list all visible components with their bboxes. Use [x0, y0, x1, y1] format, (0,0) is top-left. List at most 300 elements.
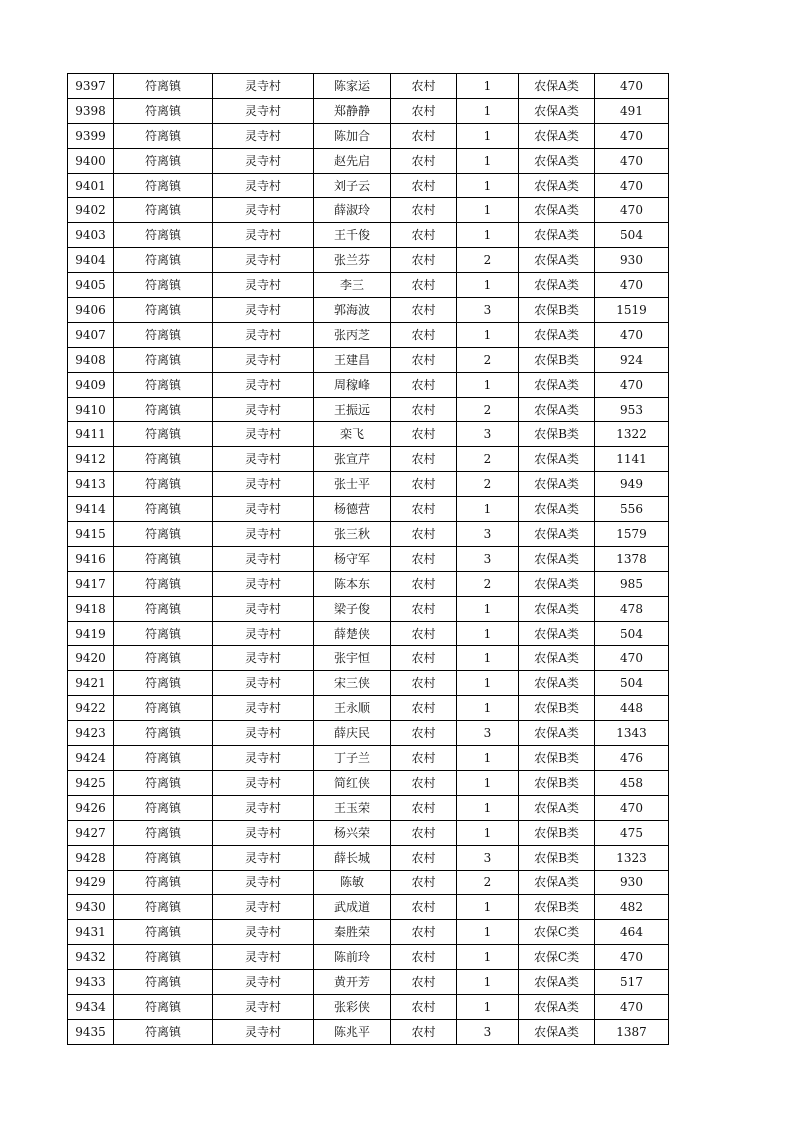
member-count-cell: 1	[457, 497, 519, 522]
village-cell: 灵寺村	[213, 770, 314, 795]
member-count-cell: 1	[457, 671, 519, 696]
village-cell: 灵寺村	[213, 497, 314, 522]
amount-cell: 470	[595, 123, 669, 148]
name-cell: 杨兴荣	[314, 820, 391, 845]
household-type-cell: 农村	[391, 123, 457, 148]
town-cell: 符离镇	[114, 696, 213, 721]
name-cell: 周稼峰	[314, 372, 391, 397]
table-row	[68, 422, 669, 447]
row-number-cell: 9425	[68, 770, 114, 795]
insurance-category-cell: 农保A类	[519, 397, 595, 422]
insurance-category-cell: 农保A类	[519, 1019, 595, 1044]
member-count-cell: 2	[457, 347, 519, 372]
insurance-category-cell: 农保B类	[519, 298, 595, 323]
household-type-cell: 农村	[391, 74, 457, 99]
row-number-cell: 9408	[68, 347, 114, 372]
town-cell: 符离镇	[114, 770, 213, 795]
household-type-cell: 农村	[391, 273, 457, 298]
household-type-cell: 农村	[391, 721, 457, 746]
town-cell: 符离镇	[114, 447, 213, 472]
table-row	[68, 347, 669, 372]
member-count-cell: 1	[457, 820, 519, 845]
insurance-category-cell: 农保A类	[519, 173, 595, 198]
row-number-cell: 9412	[68, 447, 114, 472]
row-number-cell: 9404	[68, 248, 114, 273]
town-cell: 符离镇	[114, 671, 213, 696]
household-type-cell: 农村	[391, 248, 457, 273]
insurance-category-cell: 农保A类	[519, 322, 595, 347]
table-row	[68, 870, 669, 895]
row-number-cell: 9421	[68, 671, 114, 696]
insurance-category-cell: 农保A类	[519, 198, 595, 223]
table-row	[68, 74, 669, 99]
household-type-cell: 农村	[391, 298, 457, 323]
village-cell: 灵寺村	[213, 546, 314, 571]
relief-roster-table	[67, 73, 669, 1045]
village-cell: 灵寺村	[213, 422, 314, 447]
member-count-cell: 1	[457, 223, 519, 248]
town-cell: 符离镇	[114, 646, 213, 671]
table-row	[68, 372, 669, 397]
row-number-cell: 9409	[68, 372, 114, 397]
table-row	[68, 795, 669, 820]
member-count-cell: 3	[457, 721, 519, 746]
amount-cell: 1323	[595, 845, 669, 870]
member-count-cell: 1	[457, 173, 519, 198]
village-cell: 灵寺村	[213, 298, 314, 323]
row-number-cell: 9426	[68, 795, 114, 820]
name-cell: 张兰芬	[314, 248, 391, 273]
insurance-category-cell: 农保A类	[519, 273, 595, 298]
town-cell: 符离镇	[114, 248, 213, 273]
insurance-category-cell: 农保A类	[519, 447, 595, 472]
insurance-category-cell: 农保B类	[519, 820, 595, 845]
row-number-cell: 9420	[68, 646, 114, 671]
insurance-category-cell: 农保B类	[519, 895, 595, 920]
amount-cell: 476	[595, 746, 669, 771]
town-cell: 符离镇	[114, 148, 213, 173]
village-cell: 灵寺村	[213, 870, 314, 895]
amount-cell: 470	[595, 148, 669, 173]
household-type-cell: 农村	[391, 497, 457, 522]
village-cell: 灵寺村	[213, 522, 314, 547]
town-cell: 符离镇	[114, 223, 213, 248]
amount-cell: 470	[595, 74, 669, 99]
village-cell: 灵寺村	[213, 123, 314, 148]
member-count-cell: 1	[457, 372, 519, 397]
household-type-cell: 农村	[391, 223, 457, 248]
name-cell: 杨守军	[314, 546, 391, 571]
household-type-cell: 农村	[391, 98, 457, 123]
insurance-category-cell: 农保B类	[519, 347, 595, 372]
town-cell: 符离镇	[114, 746, 213, 771]
row-number-cell: 9429	[68, 870, 114, 895]
household-type-cell: 农村	[391, 696, 457, 721]
village-cell: 灵寺村	[213, 347, 314, 372]
amount-cell: 470	[595, 273, 669, 298]
amount-cell: 448	[595, 696, 669, 721]
insurance-category-cell: 农保C类	[519, 920, 595, 945]
amount-cell: 1387	[595, 1019, 669, 1044]
village-cell: 灵寺村	[213, 994, 314, 1019]
town-cell: 符离镇	[114, 596, 213, 621]
name-cell: 王千俊	[314, 223, 391, 248]
member-count-cell: 1	[457, 795, 519, 820]
row-number-cell: 9400	[68, 148, 114, 173]
row-number-cell: 9435	[68, 1019, 114, 1044]
amount-cell: 470	[595, 945, 669, 970]
table-row	[68, 123, 669, 148]
name-cell: 张丙芝	[314, 322, 391, 347]
household-type-cell: 农村	[391, 895, 457, 920]
village-cell: 灵寺村	[213, 397, 314, 422]
town-cell: 符离镇	[114, 945, 213, 970]
household-type-cell: 农村	[391, 173, 457, 198]
name-cell: 赵先启	[314, 148, 391, 173]
row-number-cell: 9401	[68, 173, 114, 198]
household-type-cell: 农村	[391, 646, 457, 671]
household-type-cell: 农村	[391, 845, 457, 870]
member-count-cell: 1	[457, 696, 519, 721]
member-count-cell: 1	[457, 945, 519, 970]
name-cell: 张三秋	[314, 522, 391, 547]
amount-cell: 1141	[595, 447, 669, 472]
row-number-cell: 9410	[68, 397, 114, 422]
town-cell: 符离镇	[114, 422, 213, 447]
member-count-cell: 1	[457, 621, 519, 646]
name-cell: 陈家运	[314, 74, 391, 99]
household-type-cell: 农村	[391, 397, 457, 422]
amount-cell: 924	[595, 347, 669, 372]
name-cell: 陈本东	[314, 571, 391, 596]
row-number-cell: 9434	[68, 994, 114, 1019]
amount-cell: 504	[595, 621, 669, 646]
table-row	[68, 472, 669, 497]
insurance-category-cell: 农保B类	[519, 422, 595, 447]
household-type-cell: 农村	[391, 571, 457, 596]
amount-cell: 1519	[595, 298, 669, 323]
member-count-cell: 1	[457, 895, 519, 920]
row-number-cell: 9432	[68, 945, 114, 970]
town-cell: 符离镇	[114, 472, 213, 497]
town-cell: 符离镇	[114, 1019, 213, 1044]
amount-cell: 470	[595, 322, 669, 347]
town-cell: 符离镇	[114, 74, 213, 99]
member-count-cell: 3	[457, 845, 519, 870]
amount-cell: 470	[595, 646, 669, 671]
household-type-cell: 农村	[391, 522, 457, 547]
village-cell: 灵寺村	[213, 571, 314, 596]
village-cell: 灵寺村	[213, 273, 314, 298]
table-row	[68, 223, 669, 248]
amount-cell: 470	[595, 372, 669, 397]
amount-cell: 556	[595, 497, 669, 522]
village-cell: 灵寺村	[213, 621, 314, 646]
amount-cell: 470	[595, 173, 669, 198]
row-number-cell: 9398	[68, 98, 114, 123]
insurance-category-cell: 农保A类	[519, 596, 595, 621]
amount-cell: 517	[595, 970, 669, 995]
member-count-cell: 2	[457, 870, 519, 895]
town-cell: 符离镇	[114, 721, 213, 746]
row-number-cell: 9406	[68, 298, 114, 323]
town-cell: 符离镇	[114, 895, 213, 920]
name-cell: 秦胜荣	[314, 920, 391, 945]
insurance-category-cell: 农保A类	[519, 571, 595, 596]
member-count-cell: 1	[457, 770, 519, 795]
member-count-cell: 1	[457, 596, 519, 621]
insurance-category-cell: 农保A类	[519, 148, 595, 173]
table-row	[68, 920, 669, 945]
table-row	[68, 820, 669, 845]
name-cell: 栾飞	[314, 422, 391, 447]
row-number-cell: 9407	[68, 322, 114, 347]
household-type-cell: 农村	[391, 970, 457, 995]
amount-cell: 1343	[595, 721, 669, 746]
name-cell: 王永顺	[314, 696, 391, 721]
name-cell: 王建昌	[314, 347, 391, 372]
amount-cell: 930	[595, 870, 669, 895]
row-number-cell: 9433	[68, 970, 114, 995]
household-type-cell: 农村	[391, 322, 457, 347]
table-row	[68, 945, 669, 970]
household-type-cell: 农村	[391, 795, 457, 820]
insurance-category-cell: 农保A类	[519, 497, 595, 522]
insurance-category-cell: 农保A类	[519, 98, 595, 123]
town-cell: 符离镇	[114, 571, 213, 596]
village-cell: 灵寺村	[213, 945, 314, 970]
name-cell: 李三	[314, 273, 391, 298]
household-type-cell: 农村	[391, 920, 457, 945]
household-type-cell: 农村	[391, 347, 457, 372]
household-type-cell: 农村	[391, 945, 457, 970]
name-cell: 梁子俊	[314, 596, 391, 621]
name-cell: 张彩侠	[314, 994, 391, 1019]
member-count-cell: 1	[457, 920, 519, 945]
table-row	[68, 522, 669, 547]
insurance-category-cell: 农保A类	[519, 123, 595, 148]
table-body	[68, 74, 669, 1045]
village-cell: 灵寺村	[213, 696, 314, 721]
table-row	[68, 248, 669, 273]
table-row	[68, 173, 669, 198]
insurance-category-cell: 农保B类	[519, 770, 595, 795]
name-cell: 简红侠	[314, 770, 391, 795]
table-row	[68, 1019, 669, 1044]
town-cell: 符离镇	[114, 98, 213, 123]
insurance-category-cell: 农保A类	[519, 372, 595, 397]
household-type-cell: 农村	[391, 546, 457, 571]
amount-cell: 478	[595, 596, 669, 621]
member-count-cell: 1	[457, 123, 519, 148]
table-row	[68, 148, 669, 173]
household-type-cell: 农村	[391, 447, 457, 472]
insurance-category-cell: 农保A类	[519, 646, 595, 671]
village-cell: 灵寺村	[213, 198, 314, 223]
town-cell: 符离镇	[114, 994, 213, 1019]
member-count-cell: 1	[457, 970, 519, 995]
row-number-cell: 9417	[68, 571, 114, 596]
name-cell: 薛庆民	[314, 721, 391, 746]
insurance-category-cell: 农保A类	[519, 223, 595, 248]
insurance-category-cell: 农保C类	[519, 945, 595, 970]
name-cell: 刘子云	[314, 173, 391, 198]
insurance-category-cell: 农保B类	[519, 845, 595, 870]
village-cell: 灵寺村	[213, 845, 314, 870]
insurance-category-cell: 农保A类	[519, 74, 595, 99]
town-cell: 符离镇	[114, 123, 213, 148]
name-cell: 陈加合	[314, 123, 391, 148]
member-count-cell: 1	[457, 746, 519, 771]
member-count-cell: 3	[457, 522, 519, 547]
town-cell: 符离镇	[114, 497, 213, 522]
member-count-cell: 1	[457, 148, 519, 173]
village-cell: 灵寺村	[213, 721, 314, 746]
insurance-category-cell: 农保A类	[519, 621, 595, 646]
village-cell: 灵寺村	[213, 248, 314, 273]
insurance-category-cell: 农保A类	[519, 472, 595, 497]
name-cell: 王振远	[314, 397, 391, 422]
name-cell: 王玉荣	[314, 795, 391, 820]
amount-cell: 504	[595, 223, 669, 248]
member-count-cell: 3	[457, 422, 519, 447]
town-cell: 符离镇	[114, 546, 213, 571]
insurance-category-cell: 农保B类	[519, 696, 595, 721]
village-cell: 灵寺村	[213, 920, 314, 945]
amount-cell: 470	[595, 994, 669, 1019]
name-cell: 杨德营	[314, 497, 391, 522]
village-cell: 灵寺村	[213, 98, 314, 123]
town-cell: 符离镇	[114, 322, 213, 347]
village-cell: 灵寺村	[213, 820, 314, 845]
name-cell: 黄开芳	[314, 970, 391, 995]
member-count-cell: 2	[457, 248, 519, 273]
household-type-cell: 农村	[391, 621, 457, 646]
village-cell: 灵寺村	[213, 148, 314, 173]
household-type-cell: 农村	[391, 746, 457, 771]
table-row	[68, 497, 669, 522]
village-cell: 灵寺村	[213, 895, 314, 920]
insurance-category-cell: 农保A类	[519, 870, 595, 895]
amount-cell: 949	[595, 472, 669, 497]
insurance-category-cell: 农保A类	[519, 721, 595, 746]
row-number-cell: 9397	[68, 74, 114, 99]
row-number-cell: 9413	[68, 472, 114, 497]
name-cell: 张宇恒	[314, 646, 391, 671]
table-row	[68, 546, 669, 571]
village-cell: 灵寺村	[213, 671, 314, 696]
table-row	[68, 596, 669, 621]
row-number-cell: 9414	[68, 497, 114, 522]
amount-cell: 930	[595, 248, 669, 273]
row-number-cell: 9423	[68, 721, 114, 746]
village-cell: 灵寺村	[213, 646, 314, 671]
amount-cell: 504	[595, 671, 669, 696]
name-cell: 郑静静	[314, 98, 391, 123]
village-cell: 灵寺村	[213, 173, 314, 198]
table-row	[68, 447, 669, 472]
household-type-cell: 农村	[391, 770, 457, 795]
household-type-cell: 农村	[391, 148, 457, 173]
name-cell: 薛楚侠	[314, 621, 391, 646]
village-cell: 灵寺村	[213, 472, 314, 497]
table-row	[68, 671, 669, 696]
name-cell: 武成道	[314, 895, 391, 920]
table-row	[68, 98, 669, 123]
table-row	[68, 397, 669, 422]
name-cell: 陈敏	[314, 870, 391, 895]
village-cell: 灵寺村	[213, 322, 314, 347]
insurance-category-cell: 农保A类	[519, 970, 595, 995]
row-number-cell: 9411	[68, 422, 114, 447]
row-number-cell: 9405	[68, 273, 114, 298]
insurance-category-cell: 农保A类	[519, 994, 595, 1019]
row-number-cell: 9424	[68, 746, 114, 771]
village-cell: 灵寺村	[213, 1019, 314, 1044]
member-count-cell: 1	[457, 98, 519, 123]
town-cell: 符离镇	[114, 372, 213, 397]
amount-cell: 1322	[595, 422, 669, 447]
member-count-cell: 2	[457, 447, 519, 472]
amount-cell: 470	[595, 198, 669, 223]
name-cell: 薛长城	[314, 845, 391, 870]
town-cell: 符离镇	[114, 820, 213, 845]
insurance-category-cell: 农保A类	[519, 522, 595, 547]
table-row	[68, 646, 669, 671]
row-number-cell: 9428	[68, 845, 114, 870]
table-row	[68, 994, 669, 1019]
village-cell: 灵寺村	[213, 447, 314, 472]
row-number-cell: 9415	[68, 522, 114, 547]
table-row	[68, 696, 669, 721]
table-row	[68, 895, 669, 920]
name-cell: 薛淑玲	[314, 198, 391, 223]
town-cell: 符离镇	[114, 347, 213, 372]
table-row	[68, 322, 669, 347]
name-cell: 陈兆平	[314, 1019, 391, 1044]
row-number-cell: 9431	[68, 920, 114, 945]
row-number-cell: 9402	[68, 198, 114, 223]
household-type-cell: 农村	[391, 1019, 457, 1044]
amount-cell: 953	[595, 397, 669, 422]
member-count-cell: 1	[457, 273, 519, 298]
amount-cell: 482	[595, 895, 669, 920]
member-count-cell: 2	[457, 472, 519, 497]
town-cell: 符离镇	[114, 298, 213, 323]
member-count-cell: 3	[457, 298, 519, 323]
insurance-category-cell: 农保A类	[519, 795, 595, 820]
row-number-cell: 9399	[68, 123, 114, 148]
table-row	[68, 845, 669, 870]
table-row	[68, 721, 669, 746]
village-cell: 灵寺村	[213, 372, 314, 397]
household-type-cell: 农村	[391, 198, 457, 223]
town-cell: 符离镇	[114, 273, 213, 298]
row-number-cell: 9430	[68, 895, 114, 920]
row-number-cell: 9418	[68, 596, 114, 621]
amount-cell: 491	[595, 98, 669, 123]
member-count-cell: 1	[457, 322, 519, 347]
household-type-cell: 农村	[391, 671, 457, 696]
table-row	[68, 298, 669, 323]
household-type-cell: 农村	[391, 820, 457, 845]
household-type-cell: 农村	[391, 870, 457, 895]
table-row	[68, 273, 669, 298]
town-cell: 符离镇	[114, 522, 213, 547]
table-row	[68, 770, 669, 795]
member-count-cell: 1	[457, 74, 519, 99]
name-cell: 张宣芹	[314, 447, 391, 472]
